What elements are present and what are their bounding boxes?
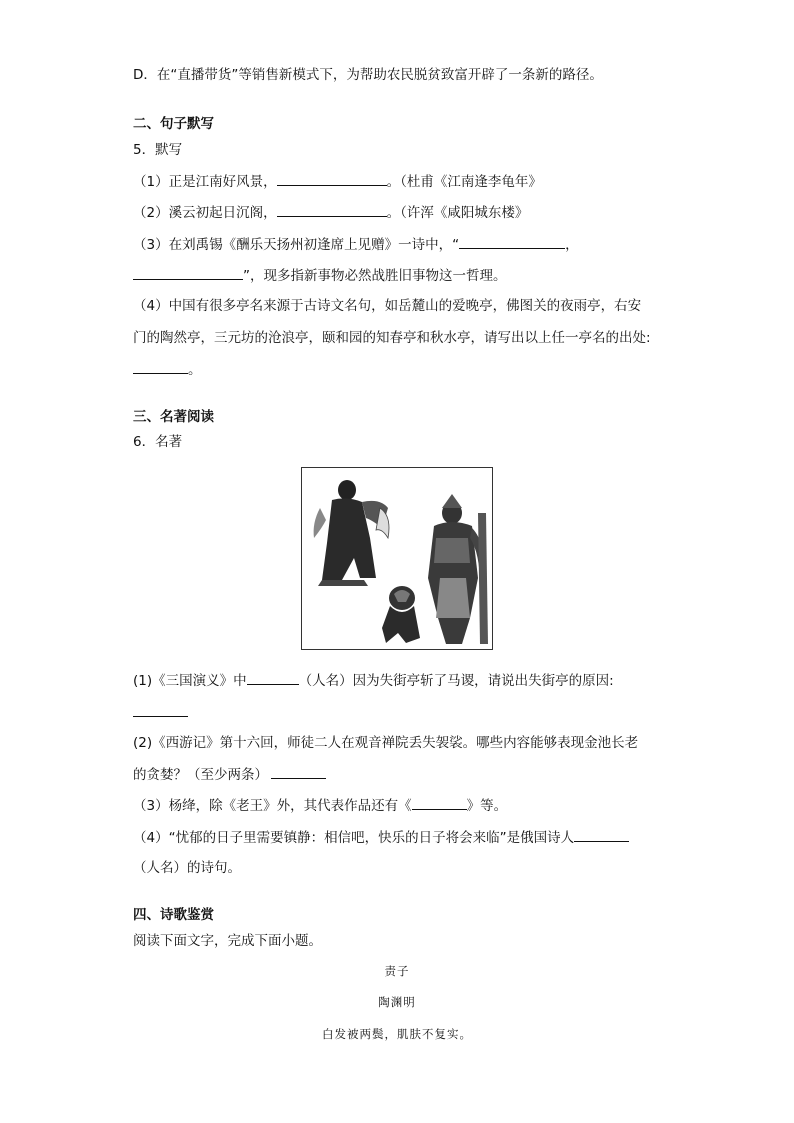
classical-novel-illustration-icon (301, 467, 493, 650)
answer-blank[interactable] (459, 235, 565, 249)
dictation-item-1 (133, 172, 542, 191)
classic-item-3-text: （3）杨绛，除《老王》外，其代表作品还有《 (133, 798, 412, 814)
poem-title: 责子 (384, 964, 410, 978)
dictation-item-3-explanation: ”，现多指新事物必然战胜旧事物这一哲理。 (243, 268, 507, 284)
classic-item-1-question: （人名）因为失街亭斩了马谡，请说出失街亭的原因: (298, 673, 614, 689)
answer-blank[interactable] (574, 828, 629, 842)
dictation-item-1-text: （1）正是江南好风景， (133, 174, 277, 190)
classic-item-1 (133, 671, 614, 690)
poetry-instruction: 阅读下面文字，完成下面小题。 (133, 933, 322, 949)
question-5-title: 5．默写 (133, 142, 183, 158)
dictation-item-4-line-2: 门的陶然亭，三元坊的沧浪亭，颐和园的知春亭和秋水亭，请写出以上任一亭名的出处: (133, 330, 651, 346)
answer-blank[interactable] (277, 203, 387, 217)
dictation-item-4-line-3 (133, 360, 202, 379)
option-d: D．在“直播带货”等销售新模式下，为帮助农民脱贫致富开辟了一条新的路径。 (133, 67, 603, 83)
section-heading-sentence-dictation: 二、句子默写 (133, 116, 214, 132)
classic-item-1-answer-line (133, 703, 188, 722)
answer-blank[interactable] (271, 765, 326, 779)
dictation-item-3-text: （3）在刘禹锡《酬乐天扬州初逢席上见赠》一诗中，“ (133, 237, 460, 253)
answer-blank[interactable] (247, 671, 299, 685)
answer-blank[interactable] (277, 172, 387, 186)
answer-blank[interactable] (133, 360, 188, 374)
dictation-item-2-source: 。（许浑《咸阳城东楼》 (386, 205, 529, 221)
question-6-title: 6．名著 (133, 434, 183, 450)
dictation-item-4-line-1: （4）中国有很多亭名来源于古诗文名句，如岳麓山的爱晚亭，佛图关的夜雨亭，右安 (133, 298, 642, 314)
answer-blank[interactable] (412, 796, 467, 810)
section-heading-classic-reading: 三、名著阅读 (133, 409, 214, 425)
dictation-item-4-end: 。 (188, 362, 202, 378)
classic-item-3-end: 》等。 (466, 798, 508, 814)
dictation-item-3-line-2 (133, 266, 507, 285)
dictation-item-1-source: 。（杜甫《江南逢李龟年》 (386, 174, 542, 190)
classic-item-3 (133, 796, 507, 815)
section-heading-poetry-appreciation: 四、诗歌鉴赏 (133, 907, 214, 923)
dictation-item-3-line-1 (133, 235, 579, 254)
classic-item-1-text: (1)《三国演义》中 (133, 673, 247, 689)
poem-line-1: 白发被两鬓，肌肤不复实。 (322, 1027, 472, 1041)
classic-item-4-line-2: （人名）的诗句。 (133, 860, 241, 876)
dictation-item-2 (133, 203, 528, 222)
illustration-figures (302, 468, 492, 649)
classic-item-4-text: （4）“忧郁的日子里需要镇静：相信吧，快乐的日子将会来临”是俄国诗人 (133, 830, 575, 846)
poem-author: 陶渊明 (378, 995, 416, 1009)
dictation-item-2-text: （2）溪云初起日沉阁， (133, 205, 277, 221)
answer-blank[interactable] (133, 266, 243, 280)
classic-item-2-line-1: (2)《西游记》第十六回，师徒二人在观音禅院丢失袈裟。哪些内容能够表现金池长老 (133, 735, 639, 751)
dictation-item-3-comma: ， (565, 237, 579, 253)
classic-item-2-line-2 (133, 765, 326, 784)
classic-item-2-text: 的贪婪？（至少两条） (133, 767, 268, 783)
answer-blank[interactable] (133, 703, 188, 717)
classic-item-4-line-1 (133, 828, 629, 847)
